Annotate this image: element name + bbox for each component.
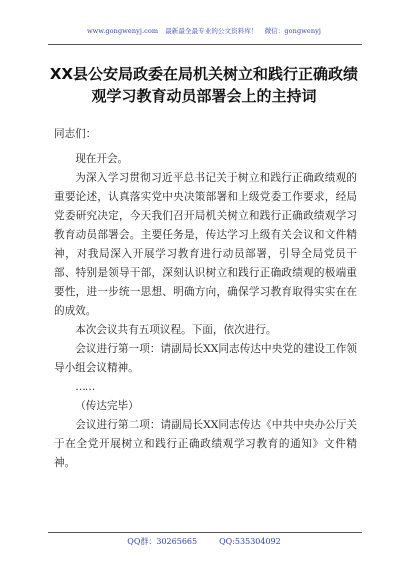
page-header xyxy=(0,26,408,35)
page-footer xyxy=(0,536,408,547)
salutation: 同志们： xyxy=(54,128,97,140)
paragraph: 会议进行第一项：请副局长XX同志传达中央党的建设工作领导小组会议精神。 xyxy=(54,343,357,374)
header-site-link[interactable]: www.gongwenyj.com xyxy=(87,27,159,35)
ellipsis: …… xyxy=(75,381,95,393)
footer-divider xyxy=(48,532,362,533)
paragraph: 本次会议共有五项议程。下面，依次进行。 xyxy=(75,324,277,336)
document-title: XX县公安局政委在局机关树立和践行正确政绩观学习教育动员部署会上的主持词 xyxy=(49,65,359,105)
header-slogan: 最新最全最专业的公文资料库！ xyxy=(165,27,258,35)
transmission-note: （传达完毕） xyxy=(75,400,139,412)
paragraph: 现在开会。 xyxy=(75,153,129,165)
document-body xyxy=(54,125,357,473)
footer-qq-group: QQ群：30265665 xyxy=(127,537,198,546)
header-wechat: 微信：gongwenyj xyxy=(264,27,321,35)
footer-qq: QQ:535304092 xyxy=(219,537,281,546)
paragraph: 会议进行第二项：请副局长XX同志传达《中共中央办公厅关于在全党开展树立和践行正确政绩观学习教育的通知》文件精神。 xyxy=(54,419,357,469)
header-divider xyxy=(48,44,362,45)
paragraph: 为深入学习贯彻习近平总书记关于树立和践行正确政绩观的重要论述，认真落实党中央决策部署和上级党委工作要求，经局党委研究决定，今天我们召开局机关树立和践行正确政绩观学习教育动员部署会。主要任务是，传达学习上级有关会议和文件精神，对我局深入开展学习教育进行动员部署，引导全局党员干部、特别是领导干部，深刻认识树立和践行正确政绩观的极端重要性，进一步统一思想、明确方向，确保学习教育取得实实在在的成效。 xyxy=(54,172,357,317)
